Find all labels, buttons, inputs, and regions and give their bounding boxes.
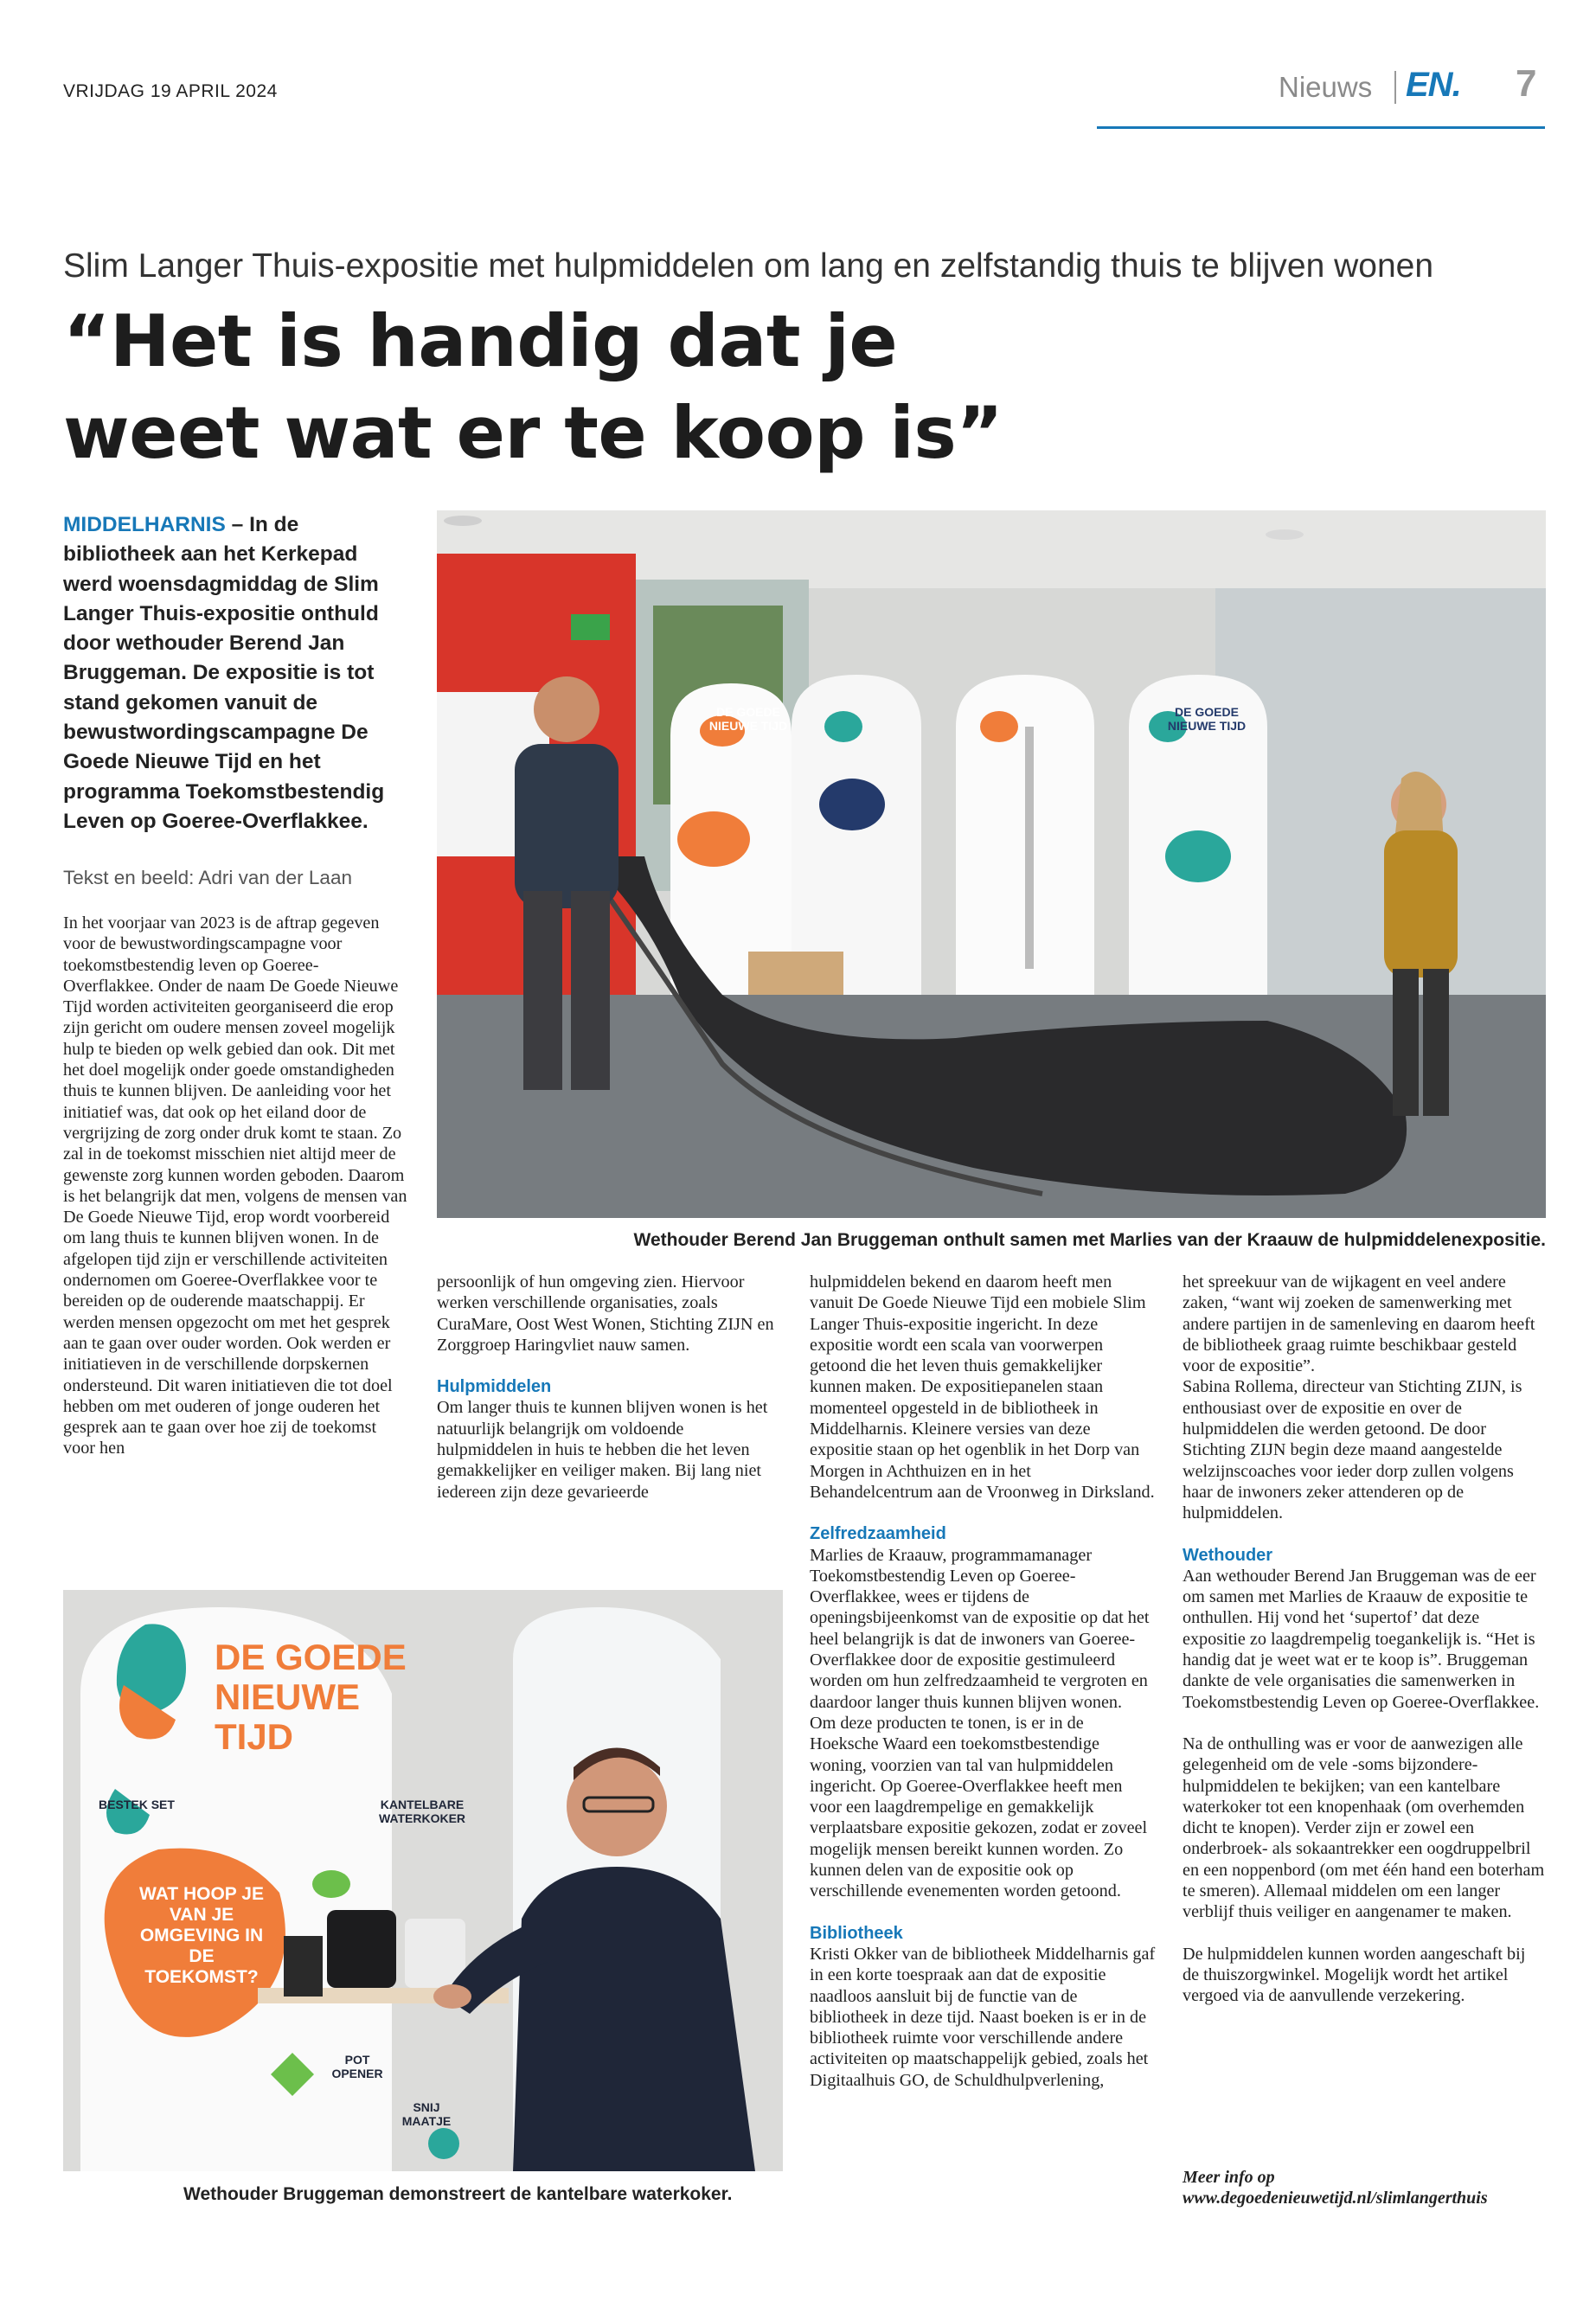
label-snij-maatje: SNIJ MAATJE xyxy=(401,2100,452,2128)
body-column-1 xyxy=(63,913,409,1459)
header-divider xyxy=(1394,71,1396,104)
kettle-demo-photo xyxy=(63,1590,783,2171)
article-kicker: Slim Langer Thuis-expositie met hulpmiddelen om lang en zelfstandig thuis te blijven wonen xyxy=(63,247,1434,285)
subheading-bibliotheek: Bibliotheek xyxy=(810,1923,903,1943)
page-number: 7 xyxy=(1516,62,1537,105)
body-paragraph: Sabina Rollema, directeur van Stichting ZIJN, is enthousiast over de expositie en over de hulpmiddelen die werden getoond. De door Stichting ZIJN begin deze maand aangestelde welzijnscoaches voor ieder dorp zullen volgens haar de inwoners zeker attenderen op de hulpmiddelen. xyxy=(1183,1377,1522,1523)
body-paragraph: Om deze producten te tonen, is er in de Hoeksche Waard een toekomstbestendige woning, voorzien van tal van hulpmiddelen ingericht. Op Goeree-Overflakkee heeft men voor een laagdrempelige en gemakkelijk verplaatsbare expositie gekozen, zodat er zoveel mogelijk mensen bereikt kunnen worden. Zo kunnen delen van de expositie ook op verschillende evenementen worden getoond. xyxy=(810,1713,1148,1901)
more-info-url[interactable]: www.degoedenieuwetijd.nl/slimlangerthuis xyxy=(1183,2189,1488,2208)
headline-line-2: weet wat er te koop is” xyxy=(63,391,1003,475)
body-column-3 xyxy=(810,1272,1156,2091)
label-bestek-set: BESTEK SET xyxy=(99,1798,175,1811)
section-label: Nieuws xyxy=(1279,71,1373,103)
body-column-2 xyxy=(437,1272,783,1503)
body-paragraph: Aan wethouder Berend Jan Bruggeman was de eer om samen met Marlies de Kraauw de expositie te onthullen. Hij vond het ‘supertof’ dat deze expositie zo laagdrempelig toegankelijk is. “Het is handig dat je weet wat er te koop is”. Bruggeman dankte de vele organisaties die samenwerken in Toekomstbestendig Leven op Goeree-Overflakkee. xyxy=(1183,1566,1540,1712)
article-intro xyxy=(63,510,405,836)
body-paragraph: In het voorjaar van 2023 is de aftrap gegeven voor de bewustwordingscampagne voor toekomstbestendig leven op Goeree-Overflakkee. Onder de naam De Goede Nieuwe Tijd worden activiteiten georganiseerd die erop zijn gericht om oudere mensen zoveel mogelijk hulp te bieden op welk gebied dan ook. Dit met het doel mogelijk onder goede omstandigheden thuis te kunnen blijven. De aanleiding voor het initiatief was, dat ook op het eiland door de vergrijzing de zorg onder druk komt te staan. Zo zal in de toekomst misschien niet altijd meer de gewenste zorg kunnen worden geboden. Daarom is het belangrijk dat men, volgens de mensen van De Goede Nieuwe Tijd, erop wordt voorbereid om lang thuis te kunnen blijven wonen. In de afgelopen tijd zijn er verschillende activiteiten ondernomen om Goeree-Overflakkee voor te bereiden op de ouderende maatschappij. Er werden mensen opgezocht om met het gesprek aan te gaan over ouder worden. Ook werden er initiatieven in de verschillende dorpskernen ondersteund. Dit waren initiatieven die tot doel hebben om met ouderen of jonge ouderen het gesprek aan te gaan over hoe zij de toekomst voor hen xyxy=(63,913,407,1458)
header-rule xyxy=(1097,126,1545,129)
panel-question: WAT HOOP JE VAN JE OMGEVING IN DE TOEKOMST? xyxy=(139,1884,264,1987)
article-headline xyxy=(63,296,1188,479)
issue-date: VRIJDAG 19 APRIL 2024 xyxy=(63,81,278,101)
headline-line-1: “Het is handig dat je xyxy=(63,299,898,383)
unveiling-photo xyxy=(437,510,1546,1218)
body-paragraph: het spreekuur van de wijkagent en veel andere zaken, “want wij zoeken de samenwerking met andere partijen in de samenleving en daarom heeft de bibliotheek graag ruimte beschikbaar gesteld voor de expositie”. xyxy=(1183,1272,1535,1376)
label-pot-opener: POT OPENER xyxy=(331,2053,383,2080)
body-paragraph: Marlies de Kraauw, programmamanager Toekomstbestendig Leven op Goeree-Overflakkee, wees er tijdens de openingsbijeenkomst van de expositie op dat het heel belangrijk is dat de inwoners van Goeree-Overflakkee door de expositie gestimuleerd worden om hun zelfredzaamheid te vergroten en daardoor langer thuis kunnen blijven wonen. xyxy=(810,1545,1150,1712)
body-column-4 xyxy=(1183,1272,1546,2007)
intro-text: – In de bibliotheek aan het Kerkepad werd woensdagmiddag de Slim Langer Thuis-expositie onthuld door wethouder Berend Jan Bruggeman. De expositie is tot stand gekomen vanuit de bewustwordingscampagne De Goede Nieuwe Tijd en het programma Toekomstbestendig Leven op Goeree-Overflakkee. xyxy=(63,513,385,833)
body-paragraph: hulpmiddelen bekend en daarom heeft men vanuit De Goede Nieuwe Tijd een mobiele Slim Langer Thuis-expositie ingericht. In deze expositie wordt een scala van voorwerpen getoond die het leven thuis gemakkelijker kunnen maken. De expositiepanelen staan momenteel opgesteld in de bibliotheek in Middelharnis. Kleinere versies van deze expositie staan op het ogenblik in het Dorp van Morgen in Achthuizen en in het Behandelcentrum aan de Vroonweg in Dirksland. xyxy=(810,1272,1155,1502)
panel-title-small-1: DE GOEDE NIEUWE TIJD xyxy=(708,705,788,733)
dateline-place: MIDDELHARNIS xyxy=(63,513,226,536)
newspaper-logo: EN. xyxy=(1406,66,1461,104)
body-paragraph: Kristi Okker van de bibliotheek Middelharnis gaf in een korte toespraak aan dat de expositie naadloos aansluit bij de functie van de bibliotheek in deze tijd. Naast boeken is er in de bibliotheek ruimte voor verschillende andere activiteiten op maatschappelijk gebied, zoals het Digitaalhuis GO, de Schuldhulpverlening, xyxy=(810,1944,1156,2090)
more-info-label: Meer info op xyxy=(1183,2168,1275,2187)
body-paragraph: persoonlijk of hun omgeving zien. Hiervoor werken verschillende organisaties, zoals CuraMare, Oost West Wonen, Stichting ZIJN en Zorggroep Haringvliet nauw samen. xyxy=(437,1272,774,1355)
more-info xyxy=(1183,2167,1563,2209)
panel-title-small-4: DE GOEDE NIEUWE TIJD xyxy=(1167,705,1247,733)
body-paragraph: De hulpmiddelen kunnen worden aangeschaft bij de thuiszorgwinkel. Mogelijk wordt het artikel vergoed via de aanvullende verzekering. xyxy=(1183,1944,1526,2006)
byline: Tekst en beeld: Adri van der Laan xyxy=(63,867,352,888)
subheading-zelfredzaamheid: Zelfredzaamheid xyxy=(810,1524,946,1544)
subheading-wethouder: Wethouder xyxy=(1183,1545,1273,1565)
photo2-caption: Wethouder Bruggeman demonstreert de kantelbare waterkoker. xyxy=(183,2184,733,2204)
body-paragraph: Na de onthulling was er voor de aanwezigen alle gelegenheid om de vele -soms bijzondere- hulpmiddelen te bekijken; van een kantelbare waterkoker tot een knopenhaak (om overhemden dicht te knopen). Verder zijn er zowel een onderbroek- als sokaantrekker een oogdruppelbril en een noppenbord (om met één hand een boterham te smeren). Allemaal middelen om een langer verblijf thuis veiliger en aangenamer te maken. xyxy=(1183,1734,1545,1922)
label-kantelbare-waterkoker: KANTELBARE WATERKOKER xyxy=(378,1798,466,1825)
body-paragraph: Om langer thuis te kunnen blijven wonen is het natuurlijk belangrijk om voldoende hulpmiddelen in huis te hebben die het leven gemakkelijker en veiliger maken. Bij lang niet iedereen zijn deze gevarieerde xyxy=(437,1398,768,1502)
photo1-caption: Wethouder Berend Jan Bruggeman onthult samen met Marlies van der Kraauw de hulpmiddelenexpositie. xyxy=(633,1230,1546,1250)
subheading-hulpmiddelen: Hulpmiddelen xyxy=(437,1377,552,1397)
panel-title: DE GOEDE NIEUWE TIJD xyxy=(215,1637,407,1757)
